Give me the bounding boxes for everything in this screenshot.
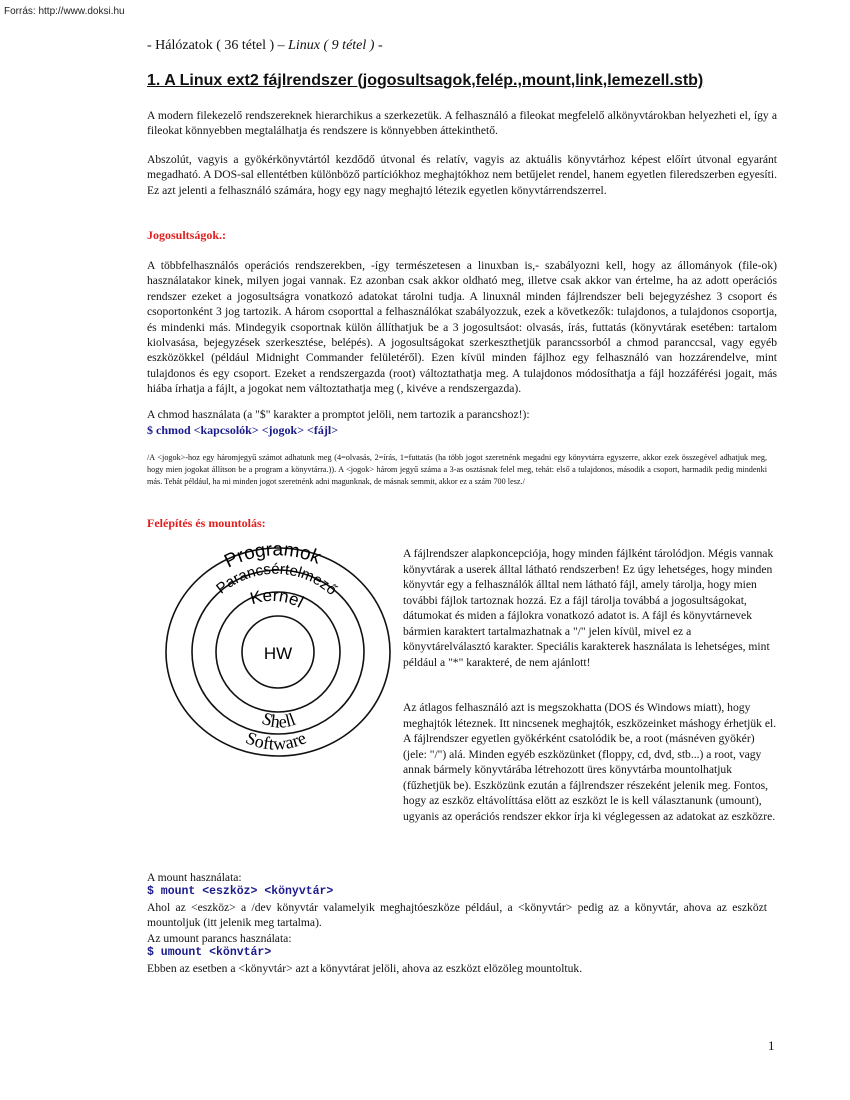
label-shell: Shell — [259, 708, 299, 732]
umount-explanation: Ebben az esetben a <könyvtár> azt a könyvtárat jelöli, ahova az eszközt elözöleg mountoltuk. — [147, 962, 583, 975]
felepites-heading: Felépítés és mountolás: — [147, 516, 266, 530]
header-part3: - — [374, 38, 383, 53]
label-programok: Programok — [221, 539, 324, 573]
mount-explanation: Ahol az <eszköz> a /dev könyvtár valamelyik meghajtóeszköze például, a <könyvtár> pedig az a könyvtár, ahova az eszközt mountoljuk (itt jelenik meg tartalma). — [147, 901, 767, 930]
page-header — [147, 38, 383, 54]
section-title: 1. A Linux ext2 fájlrendszer (jogosultsagok,felép.,mount,link,lemezell.stb) — [147, 72, 704, 89]
jogosultsagok-paragraph: A többfelhasználós operációs rendszerekben, -így természetesen a linuxban is,- szabályozni kell, hogy az állományok (file-ok) használatakor kinek, milyen jogai vannak. Ez azonban csak akkor oldható meg, illetve csak akkor van értelme, ha az adott operációs rendszer ezeket a jogosultságra vonatkozó adatokat tárolni tudja. A linuxnál minden fájlrendszer beli bejegyzéshez 3 csoport és csoportonként 3 jog tartozik. A három csoporttal a felhasználókat szabályozzuk, ezek a következők: tulajdonos, a tulajdonos csoportja, és mindenki más. Mindegyik csoportnak külön állíthatjuk be a 3 jogosultsáot: olvasás, írás, futtatás (könyvtárak esetében: tartalom kiolvasása, bejegyzések szerkesztése, belépés). A jogosultságokat szerkeszthetjük parancssorból a chmod paranccsal, vagy egyéb eszközökkel (például Midnight Commander felületéről). Ezen kívül minden fájlhoz egy felhasználó van hozzárendelve, mint tulajdonos és egy csoport. Ezeket a rendszergazda (root) változtathatja meg. A tulajdonos módosíthatja a fájl hozzáférési jogait, más hiába írhatja a fájlt, a jogokat nem változtathatja meg (, kivéve a rendszergazda). — [147, 259, 777, 396]
chmod-usage-line: A chmod használata (a "$" karakter a promptot jelöli, nem tartozik a parancshoz!): — [147, 408, 530, 421]
label-software: Software — [242, 727, 310, 754]
jogok-note: /A <jogok>-hoz egy háromjegyű számot adhatunk meg (4=olvasás, 2=írás, 1=futtatás (ha több jogot szeretnénk megadni egy könyvtárra egyszerre, akkor ezek összegével adhatjuk meg, hogy mien jogokat állítson be a program a könyvtárra.)). A <jogok> három jegyű száma a 3-as osztásnak felel meg, tehát: első a tulajdonos, második a csoport, harmadik pedig mindenki más. Tehát például, ha mi minden jogot szeretnénk adni magunknak, de másnak semmit, akkor ez a szám 700 lesz./ — [147, 453, 767, 487]
header-part1: - Hálózatok ( 36 tétel ) – — [147, 38, 289, 53]
header-part2: Linux ( 9 tétel ) — [288, 38, 375, 53]
intro-paragraph-1: A modern filekezelő rendszereknek hierarchikus a szerkezetük. A felhasználó a fileokat megfelelő alkönyvtárokban helyezheti el, így a fileokat könnyebben megtalálhatja és rendszere is könnyebben áttekinthető. — [147, 109, 777, 138]
jogosultsagok-heading: Jogosultságok.: — [147, 228, 227, 242]
label-kernel: Kernel — [248, 585, 307, 612]
intro-paragraph-2: Abszolút, vagyis a gyökérkönyvtártól kezdődő útvonal és relatív, vagyis az aktuális könyvtárhoz képest előírt útvonal egyaránt megadható. A DOS-sal ellentétben különböző partíciókhoz meghajtókhoz nem betűjelet rendel, hanem egyetlen fileredszerben egyesíti. Ez azt jelenti a felhasználó számára, hogy egy nagy meghajtó létezik egyetlen könyvtárrendszerrel. — [147, 153, 777, 197]
mount-usage-label: A mount használata: — [147, 871, 242, 884]
mount-command: $ mount <eszköz> <könyvtár> — [147, 885, 334, 898]
source-url: Forrás: http://www.doksi.hu — [4, 6, 125, 17]
label-parancsertelmezo: Parancsértelmező — [213, 560, 341, 599]
label-hw: HW — [263, 644, 293, 663]
umount-command: $ umount <könvtár> — [147, 946, 272, 959]
page-number: 1 — [768, 1038, 775, 1053]
layer-diagram — [160, 538, 400, 766]
felepites-paragraph-2: Az átlagos felhasználó azt is megszokhatta (DOS és Windows miatt), hogy meghajtók léteznek. Itt nincsenek meghajtók, eszközeinket máshogy érhetjük el. A fájlrendszer egyetlen gyökérként csatolódik be, a root (másnéven gyökér) (jele: "/") alá. Minden egyéb eszközünket (floppy, cd, dvd, stb...) a root, vagy annak bármely könyvtárába létrehozott üres könyvtárba mountolhatjuk (fűzhetjük be). Eszközünk ezután a fájlrendszer részeként jelenik meg. Fontos, hogy az eszköz eltávolíttása elött az eszközt le is kell választanunk (umount), ugyanis az operációs rendszer ekkor írja ki véglegessen az adatokat az eszközre. — [403, 701, 777, 823]
umount-usage-label: Az umount parancs használata: — [147, 932, 292, 945]
chmod-command: $ chmod <kapcsolók> <jogok> <fájl> — [147, 423, 339, 437]
felepites-paragraph-1: A fájlrendszer alapkoncepciója, hogy minden fájlként tárolódjon. Mégis vannak könyvtárak a userek álltal látható rendszerben! Ez úgy lehetséges, hogy minden könyvtár egy a felhasználók álltal nem látható fájl, amely tárolja, hogy mien további fájlok tartoznak hozzá. Ez a fájl tárolja továbbá a jogosultságokat, dátumokat és miden a fájlokra vonatkozó adatot is. A fájl és könyvtárnevek bármien karaktert tartalmazhatnak a "/" jelen kívül, mivel ez a könyvtárelválasztó karakter. Speciális karakterek használata is lehetséges, mint például a "*" karakteré, de nem ajánlott! — [403, 547, 774, 669]
